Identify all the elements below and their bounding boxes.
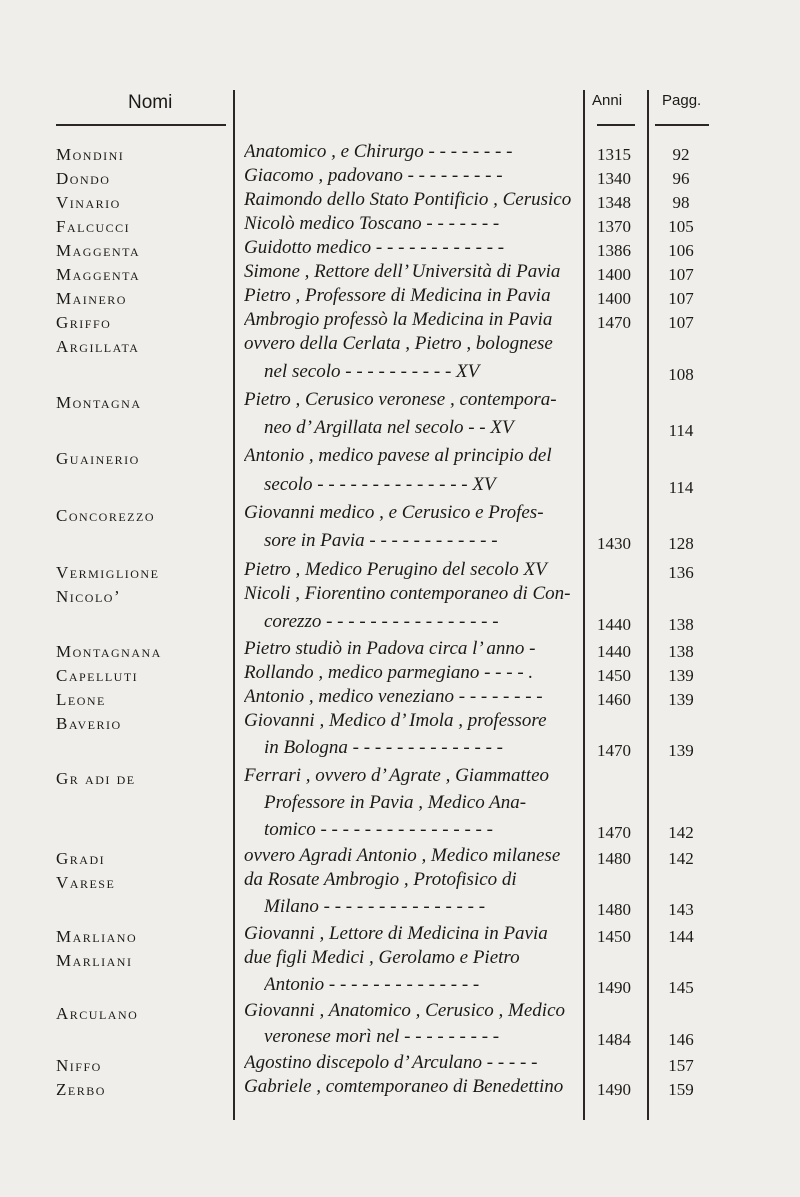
entry-year: 1370 (597, 217, 631, 236)
entry-page: 107 (668, 265, 694, 284)
header-rule-pagg (655, 124, 709, 126)
entry-description: Anatomico , e Chirurgo - - - - - - - - (244, 141, 513, 162)
entry-name: Leone (56, 690, 106, 709)
entry-page: 106 (668, 241, 694, 260)
entry-name: Concorezzo (56, 506, 156, 525)
entry-description: veronese morì nel - - - - - - - - - (264, 1026, 500, 1047)
entry-description: due figli Medici , Gerolamo e Pietro (244, 947, 520, 968)
entry-year: 1480 (597, 900, 631, 919)
entry-name: Falcucci (56, 217, 131, 236)
entry-name: Maggenta (56, 241, 141, 260)
entry-name: Nicolo’ (56, 587, 122, 606)
entry-name: Arculano (56, 1004, 139, 1023)
entry-page: 139 (668, 666, 694, 685)
entry-year: 1460 (597, 690, 631, 709)
entry-page: 107 (668, 313, 694, 332)
entry-name: Vermiglione (56, 563, 160, 582)
entry-name: Niffo (56, 1056, 102, 1075)
entry-description: in Bologna - - - - - - - - - - - - - - (264, 737, 503, 758)
entry-year: 1386 (597, 241, 631, 260)
entry-page: 98 (672, 193, 690, 212)
entry-name: Marliano (56, 927, 138, 946)
entry-page: 143 (668, 900, 694, 919)
entry-page: 159 (668, 1080, 694, 1099)
entry-page: 139 (668, 741, 694, 760)
entry-year: 1430 (597, 534, 631, 553)
entry-name: Montagnana (56, 642, 162, 661)
entry-description: corezzo - - - - - - - - - - - - - - - - (264, 611, 499, 632)
entry-year: 1470 (597, 313, 631, 332)
entry-description: Gabriele , comtemporaneo di Benedettino (244, 1076, 564, 1097)
entry-description: Professore in Pavia , Medico Ana- (264, 792, 527, 813)
entry-year: 1470 (597, 823, 631, 842)
entry-description: Pietro , Medico Perugino del secolo XV (244, 559, 547, 580)
entry-description: Giovanni , Anatomico , Cerusico , Medico (244, 1000, 566, 1021)
entry-name: Maggenta (56, 265, 141, 284)
entry-description: Giovanni medico , e Cerusico e Profes- (244, 502, 544, 523)
entry-page: 138 (668, 615, 694, 634)
entry-page: 136 (668, 563, 694, 582)
entry-name: Griffo (56, 313, 112, 332)
header-pagg: Pagg. (662, 92, 702, 109)
entry-page: 144 (668, 927, 694, 946)
entry-name: Gradi (56, 849, 106, 868)
entry-year: 1450 (597, 927, 631, 946)
entry-description: sore in Pavia - - - - - - - - - - - - (264, 530, 498, 551)
entry-name: Marliani (56, 951, 133, 970)
entry-description: tomico - - - - - - - - - - - - - - - - (264, 819, 493, 840)
divider-pages (647, 90, 649, 1120)
entry-description: neo d’ Argillata nel secolo - - XV (264, 417, 514, 438)
entry-description: nel secolo - - - - - - - - - - XV (264, 361, 480, 382)
entry-year: 1400 (597, 265, 631, 284)
entry-year: 1490 (597, 1080, 631, 1099)
entry-description: ovvero Agradi Antonio , Medico milanese (244, 845, 561, 866)
entry-year: 1440 (597, 642, 631, 661)
entry-description: Pietro , Professore di Medicina in Pavia (244, 285, 551, 306)
entry-year: 1340 (597, 169, 631, 188)
entry-description: Agostino discepolo d’ Arculano - - - - - (244, 1052, 538, 1073)
entry-name: Zerbo (56, 1080, 106, 1099)
entry-description: Rollando , medico parmegiano - - - - . (244, 662, 534, 683)
entry-year: 1480 (597, 849, 631, 868)
entry-description: da Rosate Ambrogio , Protofisico di (244, 869, 517, 890)
entry-description: Guidotto medico - - - - - - - - - - - - (244, 237, 505, 258)
entry-name: Dondo (56, 169, 111, 188)
entry-description: ovvero della Cerlata , Pietro , bolognese (244, 333, 553, 354)
entry-page: 114 (668, 421, 694, 440)
entry-name: Montagna (56, 393, 142, 412)
entry-description: Simone , Rettore dell’ Università di Pavia (244, 261, 561, 282)
entry-description: secolo - - - - - - - - - - - - - - XV (264, 474, 496, 495)
entry-description: Ambrogio professò la Medicina in Pavia (244, 309, 553, 330)
entry-description: Antonio - - - - - - - - - - - - - - (264, 974, 480, 995)
entry-name: Varese (56, 873, 116, 892)
entry-year: 1400 (597, 289, 631, 308)
entry-name: Vinario (56, 193, 121, 212)
entry-description: Nicoli , Fiorentino contemporaneo di Con- (244, 583, 571, 604)
entry-description: Milano - - - - - - - - - - - - - - - (264, 896, 486, 917)
entry-description: Raimondo dello Stato Pontificio , Cerusico (244, 189, 572, 210)
entry-name: Argillata (56, 337, 140, 356)
entry-name: Guainerio (56, 449, 140, 468)
entry-description: Giovanni , Medico d’ Imola , professore (244, 710, 547, 731)
header-rule-anni (597, 124, 635, 126)
divider-names (233, 90, 235, 1120)
entry-description: Pietro studiò in Padova circa l’ anno - (244, 638, 536, 659)
entry-name: Mondini (56, 145, 125, 164)
entry-year: 1490 (597, 978, 631, 997)
entry-year: 1484 (597, 1030, 631, 1049)
entry-name: Baverio (56, 714, 122, 733)
entry-description: Antonio , medico veneziano - - - - - - - - (244, 686, 543, 707)
entry-page: 128 (668, 534, 694, 553)
entry-page: 145 (668, 978, 694, 997)
entry-year: 1470 (597, 741, 631, 760)
entry-name: Gr adi de (56, 769, 136, 788)
entry-description: Antonio , medico pavese al principio del (244, 445, 552, 466)
entry-name: Mainero (56, 289, 127, 308)
header-anni: Anni (592, 92, 623, 109)
entry-year: 1348 (597, 193, 631, 212)
entry-page: 138 (668, 642, 694, 661)
entry-page: 105 (668, 217, 694, 236)
entry-page: 92 (672, 145, 690, 164)
entry-year: 1315 (597, 145, 631, 164)
entry-page: 139 (668, 690, 694, 709)
entry-name: Capelluti (56, 666, 139, 685)
entry-page: 146 (668, 1030, 694, 1049)
entry-description: Pietro , Cerusico veronese , contempora- (244, 389, 557, 410)
entry-page: 142 (668, 849, 694, 868)
entry-year: 1440 (597, 615, 631, 634)
entry-year: 1450 (597, 666, 631, 685)
entry-page: 108 (668, 365, 694, 384)
entry-page: 107 (668, 289, 694, 308)
entry-description: Ferrari , ovvero d’ Agrate , Giammatteo (244, 765, 550, 786)
entry-page: 96 (672, 169, 690, 188)
entry-description: Giacomo , padovano - - - - - - - - - (244, 165, 503, 186)
entry-description: Nicolò medico Toscano - - - - - - - (244, 213, 500, 234)
entry-page: 142 (668, 823, 694, 842)
header-nomi: Nomi (128, 92, 173, 113)
entry-description: Giovanni , Lettore di Medicina in Pavia (244, 923, 548, 944)
header-rule-nomi (56, 124, 226, 126)
entry-page: 157 (668, 1056, 694, 1075)
entry-page: 114 (668, 478, 694, 497)
